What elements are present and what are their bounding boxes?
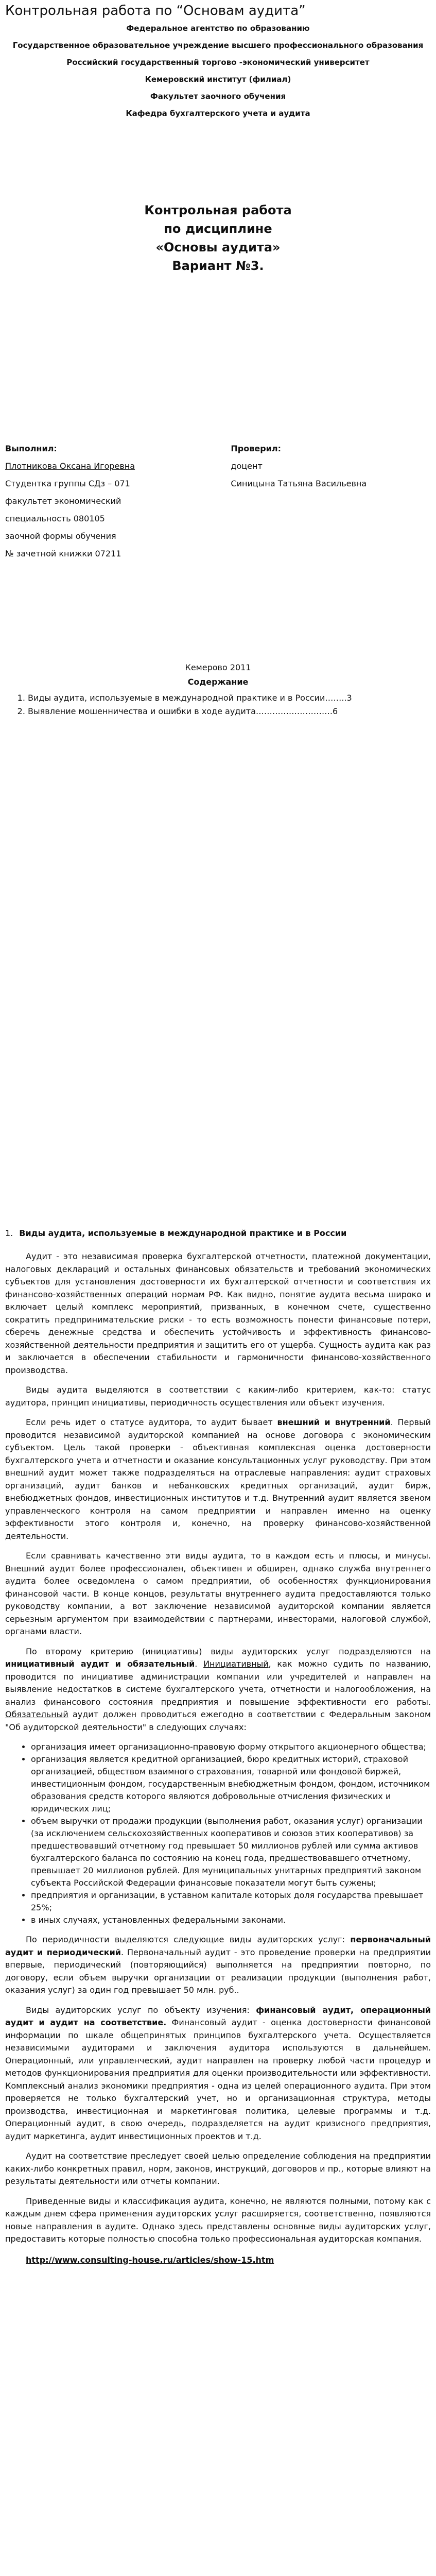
emphasis: первоначальный аудит и периодический xyxy=(5,1935,431,1957)
paragraph: Аудит - это независимая проверка бухгалтерской отчетности, платежной документации, налоговых деклараций и остальных финансовых обязательств и требований экономических субъектов для установления достоверности их бухгалтерской отчетности и соответствия их финансово-хозяйственных операций нормам РФ. Как видно, понятие аудита весьма широко и включает целый комплекс мероприятий, призванных, в конечном счете, существенно сократить предпринимательские риски - то есть возможность понести финансовые потери, сберечь денежные средства и обеспечить устойчивость и эффективность финансово-хозяйственной деятельности предприятия и защитить его от ущерба. Сущность аудита как раз и заключается в обеспечении стабильности и гармоничности финансово-хозяйственного производства. xyxy=(5,1251,431,1375)
branch-line: Кемеровский институт (филиал) xyxy=(145,75,291,84)
list-item: • организация является кредитной организацией, бюро кредитных историй, страховой организацией, обществом взаимного страхования, товарной или фондовой биржей, инвестиционным фондом, государственным внебюджетным фондом, фондом, источником образования средств которого являются добровольные отчисления физических и юридических лиц; xyxy=(31,1753,431,1815)
performer-faculty: факультет экономический xyxy=(5,496,121,506)
university-line: Российский государственный торгово -экономический университет xyxy=(66,58,370,67)
work-type: Контрольная работа xyxy=(144,203,292,217)
performer-heading: Выполнил: xyxy=(5,444,57,453)
list-item: • объем выручки от продажи продукции (выполнения работ, оказания услуг) организации (за исключением сельскохозяйственных кооперативов и союзов этих кооперативов) за предшествовавший отчетному год превышает 50 миллионов рублей или сумма активов бухгалтерского баланса по состоянию на конец года, предшествовавшего отчетному, превышает 20 миллионов рублей. Для муниципальных унитарных предприятий законом субъекта Российской Федерации финансовые показатели могут быть сужены; xyxy=(31,1815,431,1889)
performer-group: Студентка группы СДз – 071 xyxy=(5,479,130,488)
paragraph: Приведенные виды и классификация аудита, конечно, не являются полными, потому как с каждым днем сфера применения аудиторских услуг расширяется, соответственно, появляются новые направления в аудите. Однако здесь представлены основные виды аудиторских услуг, предоставить которые полностью способна только профессиональная аудиторская компания. xyxy=(5,2196,431,2244)
emphasis: инициативный аудит и обязательный xyxy=(5,1659,195,1669)
section-1-heading xyxy=(5,1228,431,1238)
institution-line: Государственное образовательное учреждение высшего профессионального образования xyxy=(12,41,424,50)
checker-heading: Проверил: xyxy=(231,444,281,453)
underlined-term: Обязательный xyxy=(5,1709,68,1719)
table-of-contents xyxy=(20,691,431,718)
performer-specialty: специальность 080105 xyxy=(5,514,105,523)
paragraph: Если сравнивать качественно эти виды аудита, то в каждом есть и плюсы, и минусы. Внешний аудит более профессионален, объективен и обширен, однако служба внутреннего аудита более осведомлена о самом предприятии, об особенностях функционирования финансовой части. В конце концов, результаты внутреннего аудита предоставляются только руководству компании, а вот заключение независимой аудиторской компании является серьезным аргументом при взаимодействии с партнерами, инвесторами, налоговой службой, органами власти. xyxy=(5,1551,431,1636)
organization-header xyxy=(5,22,431,121)
discipline-name: «Основы аудита» xyxy=(155,240,281,255)
checker-position: доцент xyxy=(231,461,263,471)
list-item: • в иных случаях, установленных федеральными законами. xyxy=(31,1914,431,1926)
paragraph: По периодичности выделяются следующие виды аудиторских услуг: первоначальный аудит и периодический. Первоначальный аудит - это проведение проверки на предприятии впервые, периодический (повторяющийся) выполняется на предприятии повторно, по договору, если объем выручки организации от реализации продукции (выполнения работ, оказания услуг) за один год превышает 50 млн. руб.. xyxy=(5,1935,431,1995)
underlined-term: Инициативный xyxy=(203,1659,269,1669)
list-item: • предприятия и организации, в уставном капитале которых доля государства превышает 25%; xyxy=(31,1889,431,1914)
work-title-block xyxy=(5,201,431,275)
performer-record-book: № зачетной книжки 07211 xyxy=(5,549,121,558)
list-item: • организация имеет организационно-правовую форму открытого акционерного общества; xyxy=(31,1741,431,1753)
signature-block xyxy=(5,440,431,563)
mandatory-audit-list xyxy=(21,1741,431,1926)
emphasis: внешний и внутренний xyxy=(277,1417,391,1427)
document-page xyxy=(0,3,436,2576)
document-title: Контрольная работа по “Основам аудита” xyxy=(5,3,306,19)
performer-name: Плотникова Оксана Игоревна xyxy=(5,461,135,471)
checker-info xyxy=(231,440,431,563)
paragraph: Виды аудиторских услуг по объекту изучения: финансовый аудит, операционный аудит и аудит на соответствие. Финансовый аудит - оценка достоверности финансовой информации по шкале общепринятых принципов бухгалтерского учета. Осуществляется независимыми аудиторами и заключения аудитора используются в дальнейшем. Операционный, или управленческий, аудит направлен на проверку любой части процедур и методов функционирования предприятия для оценки производительности или эффективности. Комплексный анализ экономики предприятия - одна из целей операционного аудита. При этом проверяется не только бухгалтерский учет, но и организационная структура, методы производства, инвестиционная и маркетинговая политика, целевые программы и т.д. Операционный аудит, в свою очередь, подразделяется на аудит кризисного предприятия, аудит маркетинга, аудит инвестиционных проектов и т.д. xyxy=(5,2005,431,2141)
section-1-title: Виды аудита, используемые в международной практике и в России xyxy=(19,1228,347,1238)
source-link[interactable]: http://www.consulting-house.ru/articles/show-15.htm xyxy=(26,2255,274,2265)
paragraph: Аудит на соответствие преследует своей целью определение соблюдения на предприятии каких-либо конкретных правил, норм, законов, инструкций, договоров и пр., которые влияют на результаты деятельности или отчеты компании. xyxy=(5,2151,431,2186)
emphasis: финансовый аудит, операционный аудит и аудит на соответствие. xyxy=(5,2005,431,2027)
performer-study-form: заочной формы обучения xyxy=(5,531,116,541)
checker-name: Синицына Татьяна Васильевна xyxy=(231,479,367,488)
toc-item[interactable]: 1. Виды аудита, используемые в международной практике и в России……..3 xyxy=(28,691,431,705)
discipline-label: по дисциплине xyxy=(164,222,272,236)
paragraph: Виды аудита выделяются в соответствии с каким-либо критерием, как-то: статус аудитора, принцип инициативы, периодичность осуществления или объект изучения. xyxy=(5,1385,431,1408)
toc-item[interactable]: 2. Выявление мошенничества и ошибки в ходе аудита……………………….6 xyxy=(28,705,431,718)
department-line: Кафедра бухгалтерского учета и аудита xyxy=(126,109,310,118)
paragraph: Если речь идет о статусе аудитора, то аудит бывает внешний и внутренний. Первый проводится независимой аудиторской компанией на основе договора с экономическим субъектом. Цель такой проверки - объективная комплексная оценка достоверности бухгалтерского учета и отчетности и оказание консультационных услуг руководству. При этом внешний аудит может также подразделяться на отраслевые направления: аудит страховых организаций, аудит банков и небанковских кредитных организаций, аудит бирж, внебюджетных фондов, инвестиционных институтов и т.д. Внутренний аудит является звеном управленческого контроля на самом предприятии и направлен именно на оценку эффективности этого контроля и, конечно, на проверку финансово-хозяйственной деятельности. xyxy=(5,1417,431,1541)
performer-info xyxy=(5,440,231,563)
variant-number: Вариант №3. xyxy=(172,259,264,273)
section-1-number: 1. xyxy=(5,1228,13,1238)
faculty-line: Факультет заочного обучения xyxy=(150,92,286,101)
toc-title: Содержание xyxy=(187,677,249,687)
city-year: Кемерово 2011 xyxy=(185,663,251,672)
agency-line: Федеральное агентство по образованию xyxy=(126,24,310,33)
paragraph: По второму критерию (инициативы) виды аудиторских услуг подразделяются на инициативный аудит и обязательный. Инициативный, как можно судить по названию, проводится по инициативе администрации компании или учредителей и направлен на выявление недостатков в системе бухгалтерского учета, отчетности и налогообложения, на анализ финансового состояния предприятия и повышение эффективности его работы. Обязательный аудит должен проводиться ежегодно в соответствии с Федеральным законом "Об аудиторской деятельности" в следующих случаях: xyxy=(5,1646,431,1732)
